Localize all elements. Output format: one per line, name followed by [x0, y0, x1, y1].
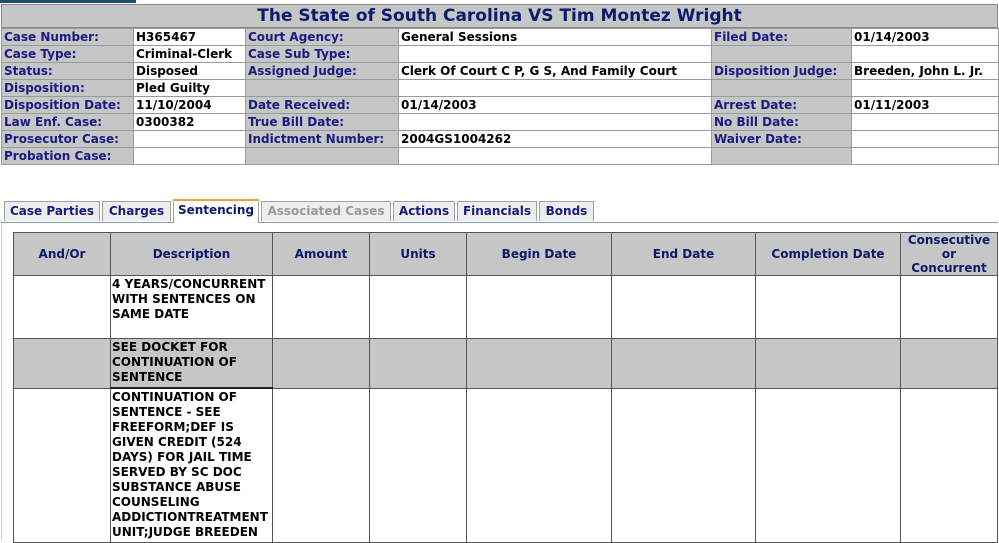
- field-value: [852, 148, 999, 165]
- column-header-begin-date: Begin Date: [467, 233, 612, 276]
- field-label: [712, 46, 852, 63]
- field-label: Case Type:: [2, 46, 134, 63]
- field-value: Breeden, John L. Jr.: [852, 63, 999, 80]
- case-info-row: [2, 46, 999, 63]
- cell-consecutive: [901, 339, 998, 389]
- tab-charges[interactable]: Charges: [102, 201, 171, 221]
- field-value: Disposed: [134, 63, 246, 80]
- cell-end-date: [612, 339, 756, 389]
- tab-bar: [1, 199, 998, 223]
- cell-completion-date: [756, 339, 901, 389]
- tab-actions[interactable]: Actions: [393, 201, 455, 221]
- cell-and-or: [14, 388, 111, 543]
- cell-consecutive: [901, 388, 998, 543]
- tab-associated-cases: Associated Cases: [261, 201, 391, 221]
- field-value: [852, 80, 999, 97]
- field-label: Arrest Date:: [712, 97, 852, 114]
- field-label: True Bill Date:: [246, 114, 399, 131]
- cell-amount: [273, 276, 370, 339]
- field-label: Indictment Number:: [246, 131, 399, 148]
- field-value: [134, 148, 246, 165]
- column-header-consecutive-concurrent: Consecutive or Concurrent: [901, 233, 998, 276]
- field-value: [399, 46, 712, 63]
- table-row: [14, 388, 998, 543]
- cell-begin-date: [467, 339, 612, 389]
- field-label: Date Received:: [246, 97, 399, 114]
- field-value: General Sessions: [399, 29, 712, 46]
- field-label: Case Sub Type:: [246, 46, 399, 63]
- column-header-completion-date: Completion Date: [756, 233, 901, 276]
- case-info-row: [2, 114, 999, 131]
- case-info-row: [2, 97, 999, 114]
- column-header-units: Units: [370, 233, 467, 276]
- field-value: 01/14/2003: [399, 97, 712, 114]
- case-info-row: [2, 63, 999, 80]
- cell-description: 4 YEARS/CONCURRENT WITH SENTENCES ON SAME DATE: [111, 276, 273, 339]
- field-value: 01/11/2003: [852, 97, 999, 114]
- field-label: Prosecutor Case:: [2, 131, 134, 148]
- column-header-amount: Amount: [273, 233, 370, 276]
- field-value: [852, 131, 999, 148]
- column-header-and-or: And/Or: [14, 233, 111, 276]
- field-label: Waiver Date:: [712, 131, 852, 148]
- field-value: 2004GS1004262: [399, 131, 712, 148]
- top-accent-bar: [0, 0, 136, 3]
- field-value: Clerk Of Court C P, G S, And Family Court: [399, 63, 712, 80]
- field-label: Filed Date:: [712, 29, 852, 46]
- sentencing-header-row: [14, 233, 998, 276]
- field-value: [399, 148, 712, 165]
- case-header: [1, 4, 998, 165]
- field-value: [399, 114, 712, 131]
- field-value: [852, 114, 999, 131]
- cell-units: [370, 276, 467, 339]
- case-info-table: [1, 28, 999, 165]
- sentencing-table: [13, 232, 998, 543]
- field-label: [712, 80, 852, 97]
- cell-consecutive: [901, 276, 998, 339]
- case-info-row: [2, 148, 999, 165]
- field-label: [712, 148, 852, 165]
- cell-description: SEE DOCKET FOR CONTINUATION OF SENTENCE: [111, 339, 273, 389]
- field-value: Criminal-Clerk: [134, 46, 246, 63]
- cell-amount: [273, 388, 370, 543]
- cell-completion-date: [756, 388, 901, 543]
- table-row: [14, 276, 998, 339]
- cell-units: [370, 339, 467, 389]
- cell-end-date: [612, 276, 756, 339]
- field-value: 11/10/2004: [134, 97, 246, 114]
- field-label: [246, 148, 399, 165]
- cell-begin-date: [467, 388, 612, 543]
- field-label: Status:: [2, 63, 134, 80]
- cell-and-or: [14, 276, 111, 339]
- field-value: [852, 46, 999, 63]
- cell-amount: [273, 339, 370, 389]
- field-value: 01/14/2003: [852, 29, 999, 46]
- cell-begin-date: [467, 276, 612, 339]
- field-label: Disposition Date:: [2, 97, 134, 114]
- cell-units: [370, 388, 467, 543]
- tab-case-parties[interactable]: Case Parties: [4, 201, 100, 221]
- column-header-description: Description: [111, 233, 273, 276]
- field-value: H365467: [134, 29, 246, 46]
- tab-financials[interactable]: Financials: [457, 201, 537, 221]
- field-label: Probation Case:: [2, 148, 134, 165]
- sentencing-panel: [1, 223, 999, 541]
- cell-end-date: [612, 388, 756, 543]
- field-label: Disposition Judge:: [712, 63, 852, 80]
- case-title: The State of South Carolina VS Tim Montez Wright: [1, 4, 998, 28]
- field-value: 0300382: [134, 114, 246, 131]
- field-label: No Bill Date:: [712, 114, 852, 131]
- field-value: Pled Guilty: [134, 80, 246, 97]
- field-label: Court Agency:: [246, 29, 399, 46]
- cell-completion-date: [756, 276, 901, 339]
- field-value: [399, 80, 712, 97]
- table-row: [14, 339, 998, 389]
- field-value: [134, 131, 246, 148]
- tab-sentencing[interactable]: Sentencing: [173, 199, 259, 223]
- field-label: Disposition:: [2, 80, 134, 97]
- field-label: Assigned Judge:: [246, 63, 399, 80]
- case-info-row: [2, 29, 999, 46]
- cell-and-or: [14, 339, 111, 389]
- cell-description: CONTINUATION OF SENTENCE - SEE FREEFORM;DEF IS GIVEN CREDIT (524 DAYS) FOR JAIL TIME SERVED BY SC DOC SUBSTANCE ABUSE COUNSELING ADDICTIONTREATMENT UNIT;JUDGE BREEDEN: [111, 388, 273, 543]
- case-info-row: [2, 80, 999, 97]
- field-label: Law Enf. Case:: [2, 114, 134, 131]
- field-label: Case Number:: [2, 29, 134, 46]
- tab-bonds[interactable]: Bonds: [539, 201, 594, 221]
- case-info-row: [2, 131, 999, 148]
- column-header-end-date: End Date: [612, 233, 756, 276]
- field-label: [246, 80, 399, 97]
